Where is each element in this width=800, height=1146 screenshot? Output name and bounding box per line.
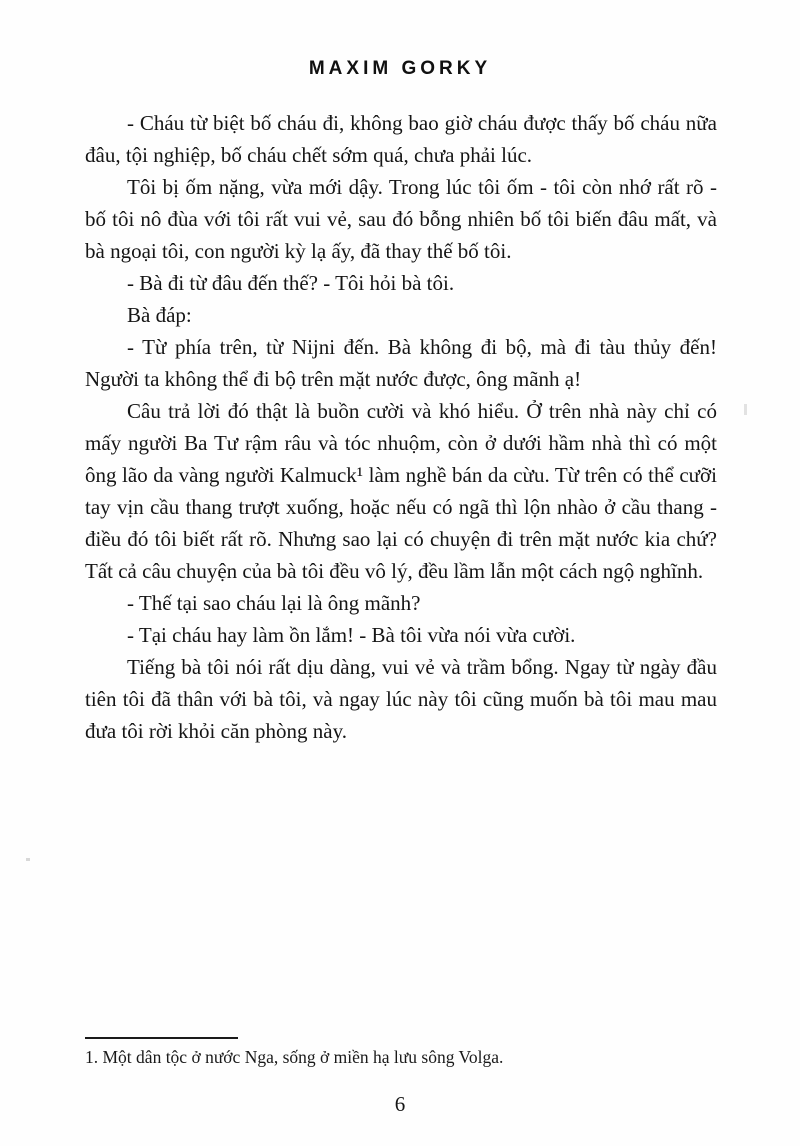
paragraph: Tiếng bà tôi nói rất dịu dàng, vui vẻ và trầm bổng. Ngay từ ngày đầu tiên tôi đã thân với bà tôi, và ngay lúc này tôi cũng muốn bà tôi mau mau đưa tôi rời khỏi căn phòng này. — [85, 655, 717, 743]
paragraph: - Tại cháu hay làm ồn lắm! - Bà tôi vừa nói vừa cười. — [127, 623, 576, 647]
body-text-block — [85, 107, 717, 747]
paragraph: Câu trả lời đó thật là buồn cười và khó hiểu. Ở trên nhà này chỉ có mấy người Ba Tư rậm râu và tóc nhuộm, còn ở dưới hầm nhà thì có một ông lão da vàng người Kalmuck¹ làm nghề bán da cừu. Từ trên có thể cưỡi tay vịn cầu thang trượt xuống, hoặc nếu có ngã thì lộn nhào ở cầu thang - điều đó tôi biết rất rõ. Nhưng sao lại có chuyện đi trên mặt nước kia chứ? Tất cả câu chuyện của bà tôi đều vô lý, đều lầm lẫn một cách ngộ nghĩnh. — [85, 399, 717, 583]
paragraph: - Cháu từ biệt bố cháu đi, không bao giờ cháu được thấy bố cháu nữa đâu, tội nghiệp, bố cháu chết sớm quá, chưa phải lúc. — [85, 111, 717, 167]
scan-artifact — [744, 404, 747, 415]
scan-artifact — [26, 858, 30, 861]
paragraph: - Thế tại sao cháu lại là ông mãnh? — [127, 591, 421, 615]
footnote-divider — [85, 1037, 238, 1039]
page-number: 6 — [394, 1092, 406, 1116]
page-header-title: MAXIM GORKY — [308, 58, 492, 79]
paragraph: Bà đáp: — [127, 303, 192, 327]
footnote-text: 1. Một dân tộc ở nước Nga, sống ở miền hạ lưu sông Volga. — [85, 1047, 504, 1067]
paragraph: - Bà đi từ đâu đến thế? - Tôi hỏi bà tôi. — [127, 271, 455, 295]
paragraph: Tôi bị ốm nặng, vừa mới dậy. Trong lúc tôi ốm - tôi còn nhớ rất rõ - bố tôi nô đùa với tôi rất vui vẻ, sau đó bỗng nhiên bố tôi biến đâu mất, và bà ngoại tôi, con người kỳ lạ ấy, đã thay thế bố tôi. — [85, 175, 717, 263]
paragraph: - Từ phía trên, từ Nijni đến. Bà không đi bộ, mà đi tàu thủy đến! Người ta không thể đi bộ trên mặt nước được, ông mãnh ạ! — [85, 335, 717, 391]
